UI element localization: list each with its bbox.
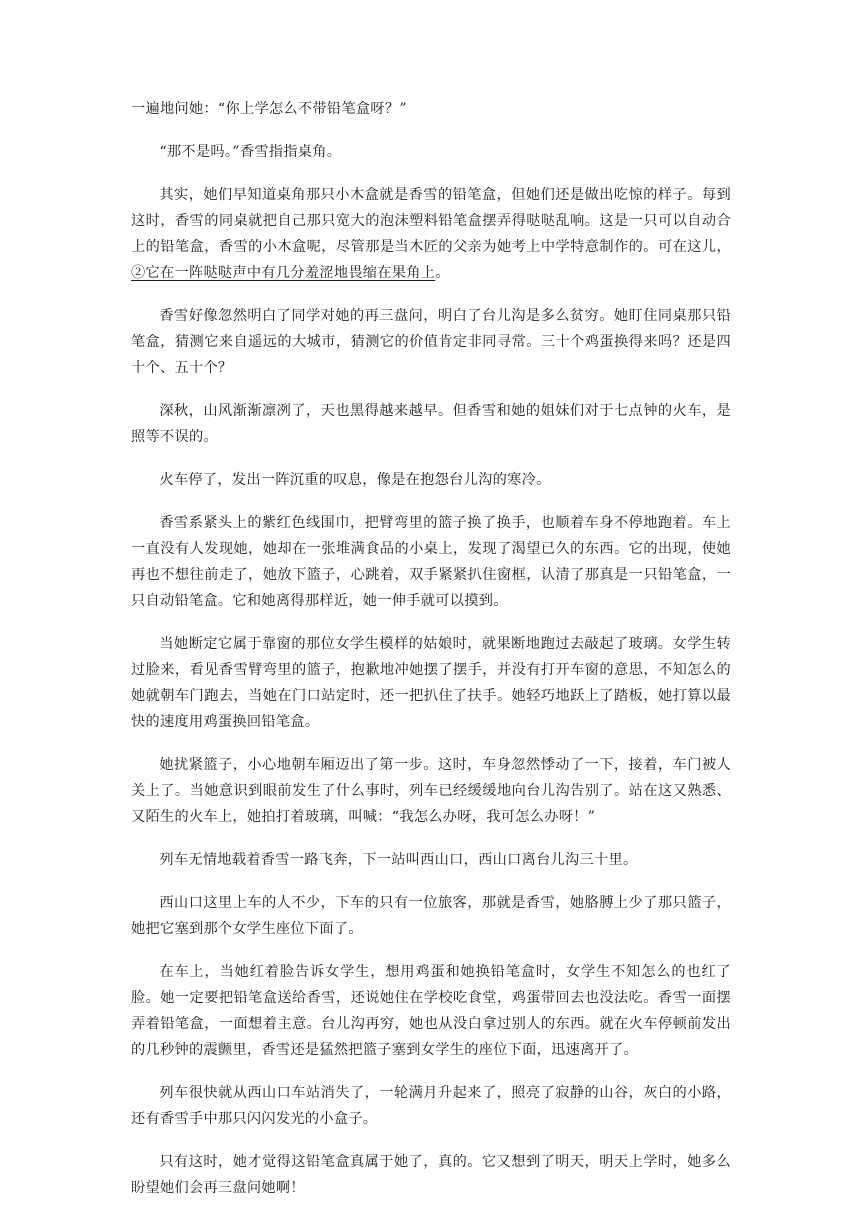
paragraph-10-text: 列车无情地载着香雪一路飞奔，下一站叫西山口，西山口离台儿沟三十里。 [159, 852, 638, 868]
paragraph-9-text: 她扰紧篮子，小心地朝车厢迈出了第一步。这时，车身忽然悸动了一下，接着，车门被人关上了。当她意识到眼前发生了什么事时，列车已经缓缓地向台儿沟告别了。站在这又熟悉、又陌生的火车上，她拍打着玻璃，叫喊：“我怎么办呀，我可怎么办呀！” [131, 757, 731, 825]
paragraph-12-text: 在车上，当她红着脸告诉女学生，想用鸡蛋和她换铅笔盒时，女学生不知怎么的也红了脸。她一定要把铅笔盒送给香雪，还说她住在学校吃食堂，鸡蛋带回去也没法吃。香雪一面摆弄着铅笔盒，一面想着主意。台儿沟再穷，她也从没白拿过别人的东西。就在火车停顿前发出的几秒钟的震颤里，香雪还是猛然把篮子塞到女学生的座位下面，迅速离开了。 [131, 964, 731, 1058]
paragraph-6-text: 火车停了，发出一阵沉重的叹息，像是在抱怨台儿沟的寒冷。 [159, 472, 551, 488]
paragraph-6 [131, 467, 731, 493]
paragraph-7 [131, 510, 731, 614]
paragraph-4 [131, 303, 731, 381]
paragraph-13-text: 列车很快就从西山口车站消失了，一轮满月升起来了，照亮了寂静的山谷，灰白的小路，还有香雪手中那只闪闪发光的小盒子。 [131, 1085, 731, 1127]
paragraph-13 [131, 1080, 731, 1132]
paragraph-5-text: 深秋，山风渐渐凛冽了，天也黑得越来越早。但香雪和她的姐妹们对于七点钟的火车，是照等不误的。 [131, 403, 731, 445]
paragraph-1-text: 一遍地问她：“你上学怎么不带铅笔盒呀？” [131, 101, 407, 117]
paragraph-11-text: 西山口这里上车的人不少，下车的只有一位旅客，那就是香雪，她胳膊上少了那只篮子，她把它塞到那个女学生座位下面了。 [131, 895, 731, 937]
paragraph-1 [131, 96, 731, 122]
paragraph-11 [131, 890, 731, 942]
paragraph-14 [131, 1149, 731, 1201]
paragraph-2-text: “那不是吗。”香雪指指桌角。 [159, 144, 342, 160]
paragraph-5 [131, 398, 731, 450]
underlined-sentence-2: ②它在一阵哒哒声中有几分羞涩地畏缩在果角上 [131, 265, 436, 281]
paragraph-3-text: 其实，她们早知道桌角那只小木盒就是香雪的铅笔盒，但她们还是做出吃惊的样子。每到这时，香雪的同桌就把自己那只宽大的泡沫塑料铅笔盒摆弄得哒哒乱响。这是一只可以自动合上的铅笔盒，香雪的小木盒呢，尽管那是当木匠的父亲为她考上中学特意制作的。可在这儿， [131, 187, 731, 255]
paragraph-9 [131, 752, 731, 830]
paragraph-10 [131, 847, 731, 873]
paragraph-4-text: 香雪好像忽然明白了同学对她的再三盘问，明白了台儿沟是多么贫穷。她盯住同桌那只铅笔盒，猜测它来自遥远的大城市，猜测它的价值肯定非同寻常。三十个鸡蛋换得来吗？还是四十个、五十个？ [131, 308, 731, 376]
paragraph-2 [131, 139, 731, 165]
paragraph-3-tail: 。 [435, 265, 450, 281]
paragraph-7-text: 香雪系紧头上的紫红色线围巾，把臂弯里的篮子换了换手，也顺着车身不停地跑着。车上一直没有人发现她，她却在一张堆满食品的小桌上，发现了渴望已久的东西。它的出现，使她再也不想往前走了，她放下篮子，心跳着，双手紧紧扒住窗框，认清了那真是一只铅笔盒，一只自动铅笔盒。它和她离得那样近，她一伸手就可以摸到。 [131, 515, 731, 609]
document-page [131, 96, 731, 1218]
paragraph-14-text: 只有这时，她才觉得这铅笔盒真属于她了，真的。它又想到了明天，明天上学时，她多么盼望她们会再三盘问她啊！ [131, 1154, 731, 1196]
paragraph-8 [131, 631, 731, 735]
paragraph-12 [131, 959, 731, 1063]
paragraph-3 [131, 182, 731, 286]
paragraph-8-text: 当她断定它属于靠窗的那位女学生模样的姑娘时，就果断地跑过去敲起了玻璃。女学生转过脸来，看见香雪臂弯里的篮子，抱歉地冲她摆了摆手，并没有打开车窗的意思，不知怎么的她就朝车门跑去，当她在门口站定时，还一把扒住了扶手。她轻巧地跃上了踏板，她打算以最快的速度用鸡蛋换回铅笔盒。 [131, 636, 731, 730]
